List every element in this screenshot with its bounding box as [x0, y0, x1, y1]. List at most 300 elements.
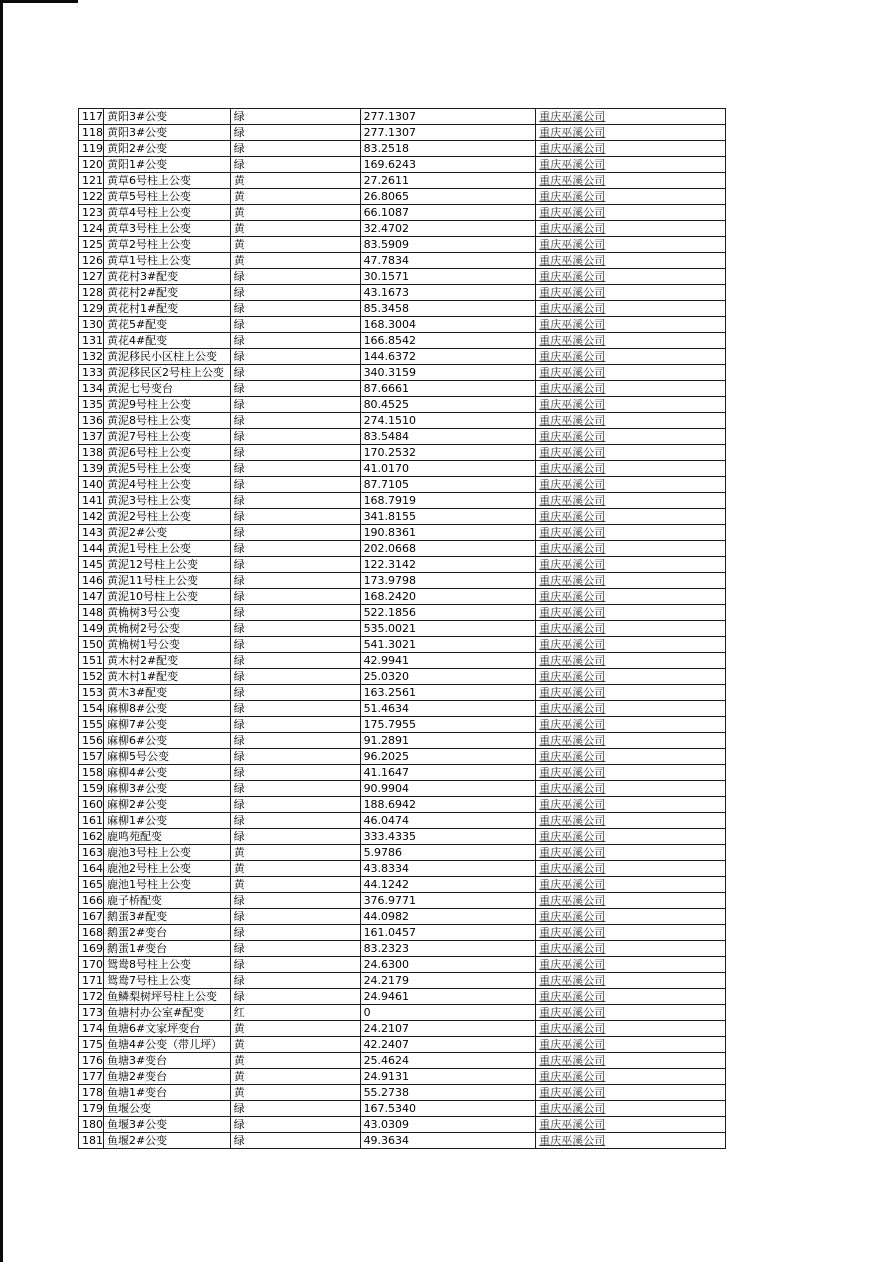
- value-cell: 5.9786: [361, 845, 537, 861]
- name-cell: 麻柳5号公变: [104, 749, 231, 765]
- company-cell: [536, 925, 726, 941]
- table-row: [79, 1117, 726, 1133]
- company-cell: [536, 845, 726, 861]
- row-number-cell: 120: [79, 157, 104, 173]
- value-cell: 41.1647: [361, 765, 537, 781]
- company-cell: [536, 781, 726, 797]
- name-cell: 黄泥七号变台: [104, 381, 231, 397]
- row-number-cell: 162: [79, 829, 104, 845]
- row-number-cell: 125: [79, 237, 104, 253]
- company-link[interactable]: 重庆巫溪公司: [539, 158, 606, 171]
- company-cell: [536, 797, 726, 813]
- value-cell: 43.1673: [361, 285, 537, 301]
- row-number-cell: 122: [79, 189, 104, 205]
- name-cell: 黄阳3#公变: [104, 109, 231, 125]
- name-cell: 鱼塘4#公变（带儿坪）: [104, 1037, 231, 1053]
- company-link[interactable]: 重庆巫溪公司: [539, 990, 606, 1003]
- table-row: [79, 541, 726, 557]
- value-cell: 42.9941: [361, 653, 537, 669]
- company-link[interactable]: 重庆巫溪公司: [539, 126, 606, 139]
- row-number-cell: 167: [79, 909, 104, 925]
- row-number-cell: 143: [79, 525, 104, 541]
- company-cell: [536, 109, 726, 125]
- value-cell: 333.4335: [361, 829, 537, 845]
- company-cell: [536, 461, 726, 477]
- table-row: [79, 365, 726, 381]
- status-cell: 绿: [231, 301, 361, 317]
- value-cell: 0: [361, 1005, 537, 1021]
- row-number-cell: 123: [79, 205, 104, 221]
- status-cell: 绿: [231, 1117, 361, 1133]
- company-link[interactable]: 重庆巫溪公司: [539, 766, 606, 779]
- company-cell: [536, 413, 726, 429]
- table-row: [79, 1085, 726, 1101]
- name-cell: 黄桷树1号公变: [104, 637, 231, 653]
- name-cell: 黄草6号柱上公变: [104, 173, 231, 189]
- company-cell: [536, 173, 726, 189]
- name-cell: 麻柳6#公变: [104, 733, 231, 749]
- value-cell: 24.2179: [361, 973, 537, 989]
- table-row: [79, 173, 726, 189]
- name-cell: 黄草5号柱上公变: [104, 189, 231, 205]
- row-number-cell: 131: [79, 333, 104, 349]
- value-cell: 30.1571: [361, 269, 537, 285]
- company-link[interactable]: 重庆巫溪公司: [539, 190, 606, 203]
- table-row: [79, 717, 726, 733]
- company-link[interactable]: 重庆巫溪公司: [539, 606, 606, 619]
- company-link[interactable]: 重庆巫溪公司: [539, 1102, 606, 1115]
- table-row: [79, 253, 726, 269]
- company-link[interactable]: 重庆巫溪公司: [539, 1118, 606, 1131]
- company-link[interactable]: 重庆巫溪公司: [539, 814, 606, 827]
- row-number-cell: 148: [79, 605, 104, 621]
- status-cell: 绿: [231, 701, 361, 717]
- company-cell: [536, 493, 726, 509]
- company-cell: [536, 621, 726, 637]
- value-cell: 49.3634: [361, 1133, 537, 1149]
- status-cell: 绿: [231, 973, 361, 989]
- status-cell: 绿: [231, 557, 361, 573]
- company-link[interactable]: 重庆巫溪公司: [539, 590, 606, 603]
- company-link[interactable]: 重庆巫溪公司: [539, 318, 606, 331]
- company-cell: [536, 701, 726, 717]
- data-table: [78, 108, 726, 1149]
- company-cell: [536, 365, 726, 381]
- table-row: [79, 893, 726, 909]
- company-link[interactable]: 重庆巫溪公司: [539, 142, 606, 155]
- company-link[interactable]: 重庆巫溪公司: [539, 238, 606, 251]
- value-cell: 190.8361: [361, 525, 537, 541]
- table-row: [79, 749, 726, 765]
- company-link[interactable]: 重庆巫溪公司: [539, 638, 606, 651]
- company-link[interactable]: 重庆巫溪公司: [539, 878, 606, 891]
- value-cell: 188.6942: [361, 797, 537, 813]
- company-cell: [536, 1069, 726, 1085]
- name-cell: 黄泥6号柱上公变: [104, 445, 231, 461]
- value-cell: 43.8334: [361, 861, 537, 877]
- status-cell: 黄: [231, 877, 361, 893]
- company-link[interactable]: 重庆巫溪公司: [539, 1070, 606, 1083]
- row-number-cell: 174: [79, 1021, 104, 1037]
- row-number-cell: 119: [79, 141, 104, 157]
- table-row: [79, 461, 726, 477]
- company-cell: [536, 125, 726, 141]
- company-link[interactable]: 重庆巫溪公司: [539, 958, 606, 971]
- table-row: [79, 109, 726, 125]
- company-link[interactable]: 重庆巫溪公司: [539, 526, 606, 539]
- company-link[interactable]: 重庆巫溪公司: [539, 1022, 606, 1035]
- value-cell: 340.3159: [361, 365, 537, 381]
- value-cell: 47.7834: [361, 253, 537, 269]
- value-cell: 90.9904: [361, 781, 537, 797]
- company-link[interactable]: 重庆巫溪公司: [539, 750, 606, 763]
- value-cell: 91.2891: [361, 733, 537, 749]
- company-cell: [536, 637, 726, 653]
- table-row: [79, 589, 726, 605]
- company-cell: [536, 989, 726, 1005]
- company-cell: [536, 573, 726, 589]
- company-link[interactable]: 重庆巫溪公司: [539, 1006, 606, 1019]
- company-link[interactable]: 重庆巫溪公司: [539, 510, 606, 523]
- row-number-cell: 126: [79, 253, 104, 269]
- company-cell: [536, 285, 726, 301]
- value-cell: 26.8065: [361, 189, 537, 205]
- company-link[interactable]: 重庆巫溪公司: [539, 862, 606, 875]
- name-cell: 麻柳3#公变: [104, 781, 231, 797]
- status-cell: 绿: [231, 477, 361, 493]
- name-cell: 鱼堰2#公变: [104, 1133, 231, 1149]
- table-row: [79, 1037, 726, 1053]
- company-link[interactable]: 重庆巫溪公司: [539, 302, 606, 315]
- company-cell: [536, 1021, 726, 1037]
- name-cell: 黄草4号柱上公变: [104, 205, 231, 221]
- company-cell: [536, 429, 726, 445]
- name-cell: 黄泥11号柱上公变: [104, 573, 231, 589]
- value-cell: 24.6300: [361, 957, 537, 973]
- company-link[interactable]: 重庆巫溪公司: [539, 398, 606, 411]
- status-cell: 绿: [231, 1133, 361, 1149]
- table-row: [79, 797, 726, 813]
- value-cell: 168.2420: [361, 589, 537, 605]
- status-cell: 绿: [231, 493, 361, 509]
- status-cell: 绿: [231, 637, 361, 653]
- company-link[interactable]: 重庆巫溪公司: [539, 1038, 606, 1051]
- row-number-cell: 171: [79, 973, 104, 989]
- row-number-cell: 145: [79, 557, 104, 573]
- value-cell: 24.2107: [361, 1021, 537, 1037]
- company-cell: [536, 669, 726, 685]
- status-cell: 绿: [231, 957, 361, 973]
- company-link[interactable]: 重庆巫溪公司: [539, 286, 606, 299]
- company-cell: [536, 349, 726, 365]
- name-cell: 鱼塘1#变台: [104, 1085, 231, 1101]
- row-number-cell: 136: [79, 413, 104, 429]
- table-row: [79, 269, 726, 285]
- value-cell: 46.0474: [361, 813, 537, 829]
- company-cell: [536, 221, 726, 237]
- company-cell: [536, 717, 726, 733]
- value-cell: 277.1307: [361, 125, 537, 141]
- value-cell: 51.4634: [361, 701, 537, 717]
- status-cell: 绿: [231, 1101, 361, 1117]
- status-cell: 绿: [231, 765, 361, 781]
- table-row: [79, 445, 726, 461]
- status-cell: 绿: [231, 269, 361, 285]
- row-number-cell: 139: [79, 461, 104, 477]
- status-cell: 绿: [231, 349, 361, 365]
- table-row: [79, 781, 726, 797]
- name-cell: 黄泥2#公变: [104, 525, 231, 541]
- table-row: [79, 1053, 726, 1069]
- table-row: [79, 285, 726, 301]
- company-link[interactable]: 重庆巫溪公司: [539, 926, 606, 939]
- status-cell: 绿: [231, 445, 361, 461]
- row-number-cell: 117: [79, 109, 104, 125]
- company-cell: [536, 1117, 726, 1133]
- company-link[interactable]: 重庆巫溪公司: [539, 446, 606, 459]
- company-link[interactable]: 重庆巫溪公司: [539, 734, 606, 747]
- company-link[interactable]: 重庆巫溪公司: [539, 702, 606, 715]
- row-number-cell: 170: [79, 957, 104, 973]
- row-number-cell: 134: [79, 381, 104, 397]
- table-row: [79, 973, 726, 989]
- company-link[interactable]: 重庆巫溪公司: [539, 782, 606, 795]
- row-number-cell: 149: [79, 621, 104, 637]
- name-cell: 鹅蛋2#变台: [104, 925, 231, 941]
- status-cell: 绿: [231, 925, 361, 941]
- status-cell: 黄: [231, 1069, 361, 1085]
- status-cell: 黄: [231, 253, 361, 269]
- name-cell: 黄桷树2号公变: [104, 621, 231, 637]
- table-row: [79, 925, 726, 941]
- name-cell: 黄阳1#公变: [104, 157, 231, 173]
- row-number-cell: 146: [79, 573, 104, 589]
- row-number-cell: 133: [79, 365, 104, 381]
- company-cell: [536, 957, 726, 973]
- status-cell: 绿: [231, 541, 361, 557]
- row-number-cell: 172: [79, 989, 104, 1005]
- row-number-cell: 127: [79, 269, 104, 285]
- company-link[interactable]: 重庆巫溪公司: [539, 622, 606, 635]
- value-cell: 522.1856: [361, 605, 537, 621]
- company-link[interactable]: 重庆巫溪公司: [539, 830, 606, 843]
- value-cell: 41.0170: [361, 461, 537, 477]
- name-cell: 鹅蛋3#配变: [104, 909, 231, 925]
- row-number-cell: 121: [79, 173, 104, 189]
- company-link[interactable]: 重庆巫溪公司: [539, 174, 606, 187]
- status-cell: 黄: [231, 861, 361, 877]
- value-cell: 25.0320: [361, 669, 537, 685]
- company-cell: [536, 605, 726, 621]
- name-cell: 黄阳2#公变: [104, 141, 231, 157]
- row-number-cell: 169: [79, 941, 104, 957]
- company-cell: [536, 397, 726, 413]
- row-number-cell: 154: [79, 701, 104, 717]
- status-cell: 红: [231, 1005, 361, 1021]
- value-cell: 43.0309: [361, 1117, 537, 1133]
- status-cell: 绿: [231, 109, 361, 125]
- table-row: [79, 1101, 726, 1117]
- name-cell: 黄木村2#配变: [104, 653, 231, 669]
- company-link[interactable]: 重庆巫溪公司: [539, 366, 606, 379]
- row-number-cell: 142: [79, 509, 104, 525]
- company-link[interactable]: 重庆巫溪公司: [539, 798, 606, 811]
- row-number-cell: 181: [79, 1133, 104, 1149]
- value-cell: 122.3142: [361, 557, 537, 573]
- company-link[interactable]: 重庆巫溪公司: [539, 558, 606, 571]
- row-number-cell: 179: [79, 1101, 104, 1117]
- company-link[interactable]: 重庆巫溪公司: [539, 334, 606, 347]
- value-cell: 168.3004: [361, 317, 537, 333]
- table-row: [79, 1133, 726, 1149]
- company-link[interactable]: 重庆巫溪公司: [539, 942, 606, 955]
- company-cell: [536, 1037, 726, 1053]
- company-link[interactable]: 重庆巫溪公司: [539, 350, 606, 363]
- row-number-cell: 135: [79, 397, 104, 413]
- status-cell: 绿: [231, 381, 361, 397]
- company-link[interactable]: 重庆巫溪公司: [539, 462, 606, 475]
- row-number-cell: 128: [79, 285, 104, 301]
- company-link[interactable]: 重庆巫溪公司: [539, 846, 606, 859]
- name-cell: 麻柳2#公变: [104, 797, 231, 813]
- value-cell: 376.9771: [361, 893, 537, 909]
- status-cell: 绿: [231, 365, 361, 381]
- company-cell: [536, 333, 726, 349]
- value-cell: 83.2518: [361, 141, 537, 157]
- company-link[interactable]: 重庆巫溪公司: [539, 670, 606, 683]
- row-number-cell: 132: [79, 349, 104, 365]
- value-cell: 83.5484: [361, 429, 537, 445]
- company-cell: [536, 589, 726, 605]
- company-cell: [536, 685, 726, 701]
- status-cell: 绿: [231, 429, 361, 445]
- value-cell: 80.4525: [361, 397, 537, 413]
- row-number-cell: 166: [79, 893, 104, 909]
- company-cell: [536, 909, 726, 925]
- table-row: [79, 317, 726, 333]
- company-cell: [536, 765, 726, 781]
- name-cell: 鹿鸣苑配变: [104, 829, 231, 845]
- company-link[interactable]: 重庆巫溪公司: [539, 574, 606, 587]
- row-number-cell: 118: [79, 125, 104, 141]
- row-number-cell: 180: [79, 1117, 104, 1133]
- company-link[interactable]: 重庆巫溪公司: [539, 1054, 606, 1067]
- value-cell: 169.6243: [361, 157, 537, 173]
- status-cell: 绿: [231, 141, 361, 157]
- table-row: [79, 1005, 726, 1021]
- row-number-cell: 168: [79, 925, 104, 941]
- table-row: [79, 765, 726, 781]
- company-link[interactable]: 重庆巫溪公司: [539, 542, 606, 555]
- table-row: [79, 413, 726, 429]
- name-cell: 鹿池2号柱上公变: [104, 861, 231, 877]
- name-cell: 黄泥12号柱上公变: [104, 557, 231, 573]
- name-cell: 黄泥3号柱上公变: [104, 493, 231, 509]
- company-link[interactable]: 重庆巫溪公司: [539, 910, 606, 923]
- row-number-cell: 165: [79, 877, 104, 893]
- table-row: [79, 909, 726, 925]
- company-link[interactable]: 重庆巫溪公司: [539, 718, 606, 731]
- company-cell: [536, 877, 726, 893]
- company-link[interactable]: 重庆巫溪公司: [539, 430, 606, 443]
- status-cell: 绿: [231, 829, 361, 845]
- company-link[interactable]: 重庆巫溪公司: [539, 222, 606, 235]
- name-cell: 鹿池3号柱上公变: [104, 845, 231, 861]
- value-cell: 173.9798: [361, 573, 537, 589]
- company-link[interactable]: 重庆巫溪公司: [539, 270, 606, 283]
- table-row: [79, 1021, 726, 1037]
- name-cell: 鱼塘村办公室#配变: [104, 1005, 231, 1021]
- table-row: [79, 477, 726, 493]
- status-cell: 绿: [231, 989, 361, 1005]
- table-row: [79, 301, 726, 317]
- status-cell: 黄: [231, 1021, 361, 1037]
- table-row: [79, 349, 726, 365]
- company-link[interactable]: 重庆巫溪公司: [539, 110, 606, 123]
- company-link[interactable]: 重庆巫溪公司: [539, 382, 606, 395]
- table-row: [79, 429, 726, 445]
- name-cell: 黄木村1#配变: [104, 669, 231, 685]
- value-cell: 202.0668: [361, 541, 537, 557]
- status-cell: 绿: [231, 509, 361, 525]
- name-cell: 鱼塘2#变台: [104, 1069, 231, 1085]
- table-row: [79, 813, 726, 829]
- status-cell: 绿: [231, 797, 361, 813]
- name-cell: 黄泥7号柱上公变: [104, 429, 231, 445]
- table-row: [79, 701, 726, 717]
- name-cell: 黄泥移民小区柱上公变: [104, 349, 231, 365]
- status-cell: 绿: [231, 813, 361, 829]
- company-link[interactable]: 重庆巫溪公司: [539, 414, 606, 427]
- status-cell: 绿: [231, 397, 361, 413]
- company-link[interactable]: 重庆巫溪公司: [539, 974, 606, 987]
- row-number-cell: 151: [79, 653, 104, 669]
- status-cell: 绿: [231, 525, 361, 541]
- value-cell: 541.3021: [361, 637, 537, 653]
- company-cell: [536, 269, 726, 285]
- company-cell: [536, 141, 726, 157]
- value-cell: 167.5340: [361, 1101, 537, 1117]
- company-link[interactable]: 重庆巫溪公司: [539, 1134, 606, 1147]
- company-cell: [536, 1101, 726, 1117]
- company-link[interactable]: 重庆巫溪公司: [539, 654, 606, 667]
- row-number-cell: 176: [79, 1053, 104, 1069]
- company-link[interactable]: 重庆巫溪公司: [539, 206, 606, 219]
- name-cell: 鱼堰公变: [104, 1101, 231, 1117]
- status-cell: 黄: [231, 173, 361, 189]
- table-row: [79, 333, 726, 349]
- company-link[interactable]: 重庆巫溪公司: [539, 894, 606, 907]
- company-link[interactable]: 重庆巫溪公司: [539, 494, 606, 507]
- value-cell: 32.4702: [361, 221, 537, 237]
- name-cell: 黄草2号柱上公变: [104, 237, 231, 253]
- company-link[interactable]: 重庆巫溪公司: [539, 478, 606, 491]
- company-link[interactable]: 重庆巫溪公司: [539, 1086, 606, 1099]
- row-number-cell: 158: [79, 765, 104, 781]
- company-link[interactable]: 重庆巫溪公司: [539, 254, 606, 267]
- status-cell: 绿: [231, 685, 361, 701]
- status-cell: 绿: [231, 461, 361, 477]
- row-number-cell: 138: [79, 445, 104, 461]
- company-link[interactable]: 重庆巫溪公司: [539, 686, 606, 699]
- value-cell: 535.0021: [361, 621, 537, 637]
- company-cell: [536, 253, 726, 269]
- table-row: [79, 189, 726, 205]
- table-row: [79, 685, 726, 701]
- value-cell: 83.5909: [361, 237, 537, 253]
- company-cell: [536, 509, 726, 525]
- row-number-cell: 137: [79, 429, 104, 445]
